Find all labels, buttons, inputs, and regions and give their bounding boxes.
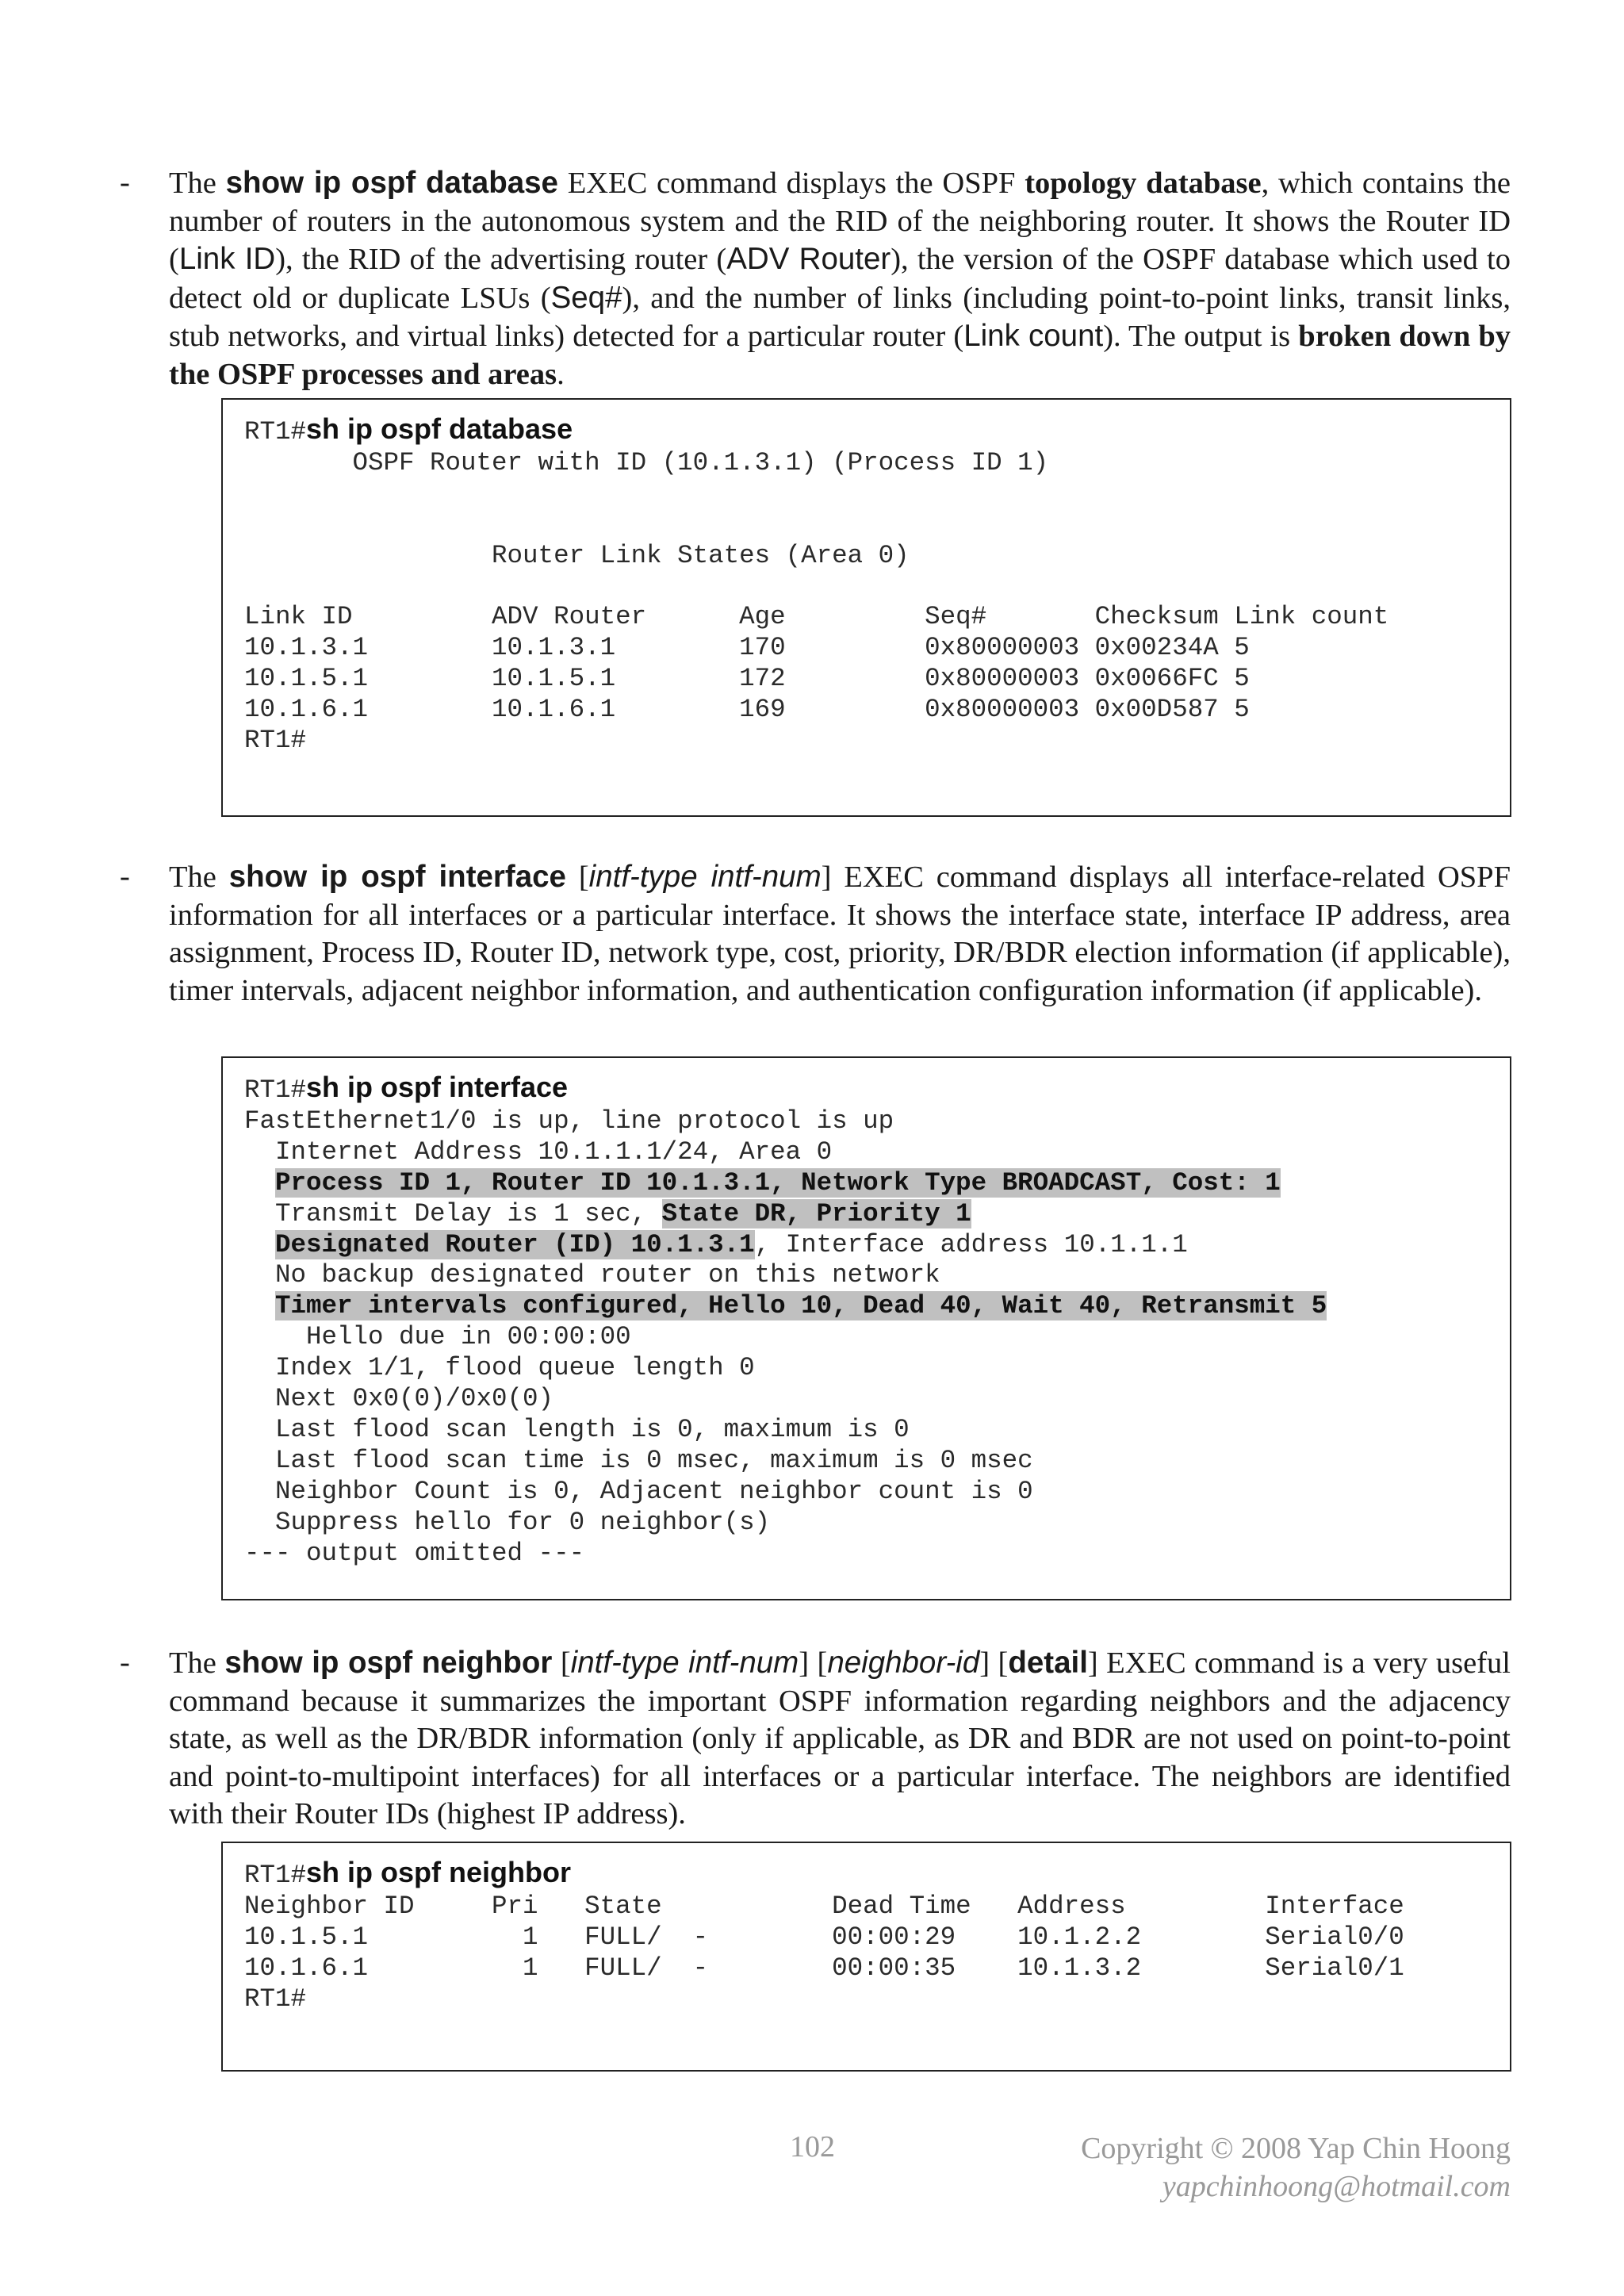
- paragraph-show-ip-ospf-database: - The show ip ospf database EXEC command displays the OSPF topology database, which contains the number of routers in the autonomous system and the RID of the neighboring router. It shows the Router ID (Link ID), the RID of the advertising router (ADV Router), the version of the OSPF database which used to detect old or duplicate LSUs (Seq#), and the number of links (including point-to-point links, transit links, stub networks, and virtual links) detected for a particular router (Link count). The output is broken down by the OSPF processes and areas.: [120, 166, 1511, 391]
- command-name: show ip ospf interface: [228, 860, 566, 894]
- copyright-text: Copyright © 2008 Yap Chin Hoong: [1081, 2132, 1511, 2165]
- bullet-dash: -: [120, 1646, 130, 1679]
- code-output: RT1#sh ip ospf database OSPF Router with ID (10.1.3.1) (Process ID 1) Router Link States (Area 0) Link ID ADV Router Age Seq# Checksum Link count 10.1.3.1 10.1.3.1 170 0x80000003 0x00234A 5 10.1.5.1 10.1.5.1 172 0x80000003 0x0066FC 5 10.1.6.1 10.1.6.1 169 0x80000003 0x00D587 5 RT1#: [244, 412, 1389, 756]
- highlighted-text: Designated Router (ID) 10.1.3.1: [275, 1229, 755, 1259]
- page-number: 102: [790, 2130, 835, 2164]
- bullet-dash: -: [120, 860, 130, 893]
- command-name: show ip ospf database: [225, 166, 558, 200]
- command-name: show ip ospf neighbor: [224, 1646, 553, 1680]
- cli-prompt: RT1#: [244, 1075, 307, 1105]
- highlighted-line: Process ID 1, Router ID 10.1.3.1, Network Type BROADCAST, Cost: 1: [275, 1167, 1281, 1198]
- cli-command: sh ip ospf database: [306, 412, 573, 445]
- cli-prompt: RT1#: [244, 1861, 307, 1890]
- author-email: yapchinhoong@hotmail.com: [1162, 2170, 1511, 2203]
- code-box-ospf-interface: [221, 1056, 1511, 1600]
- footer-copyright: [1081, 2129, 1511, 2206]
- code-box-ospf-database: [221, 398, 1511, 817]
- cli-prompt: RT1#: [244, 417, 307, 447]
- code-output: RT1#sh ip ospf interface FastEthernet1/0 is up, line protocol is up Internet Address 10.1.1.1/24, Area 0 Process ID 1, Router ID 10.1.3.1, Network Type BROADCAST, Cost: 1 Transmit Delay is 1 sec, State DR, Priority 1 Designated Router (ID) 10.1.3.1, Interface address 10.1.1.1 No backup designated router on this network Timer intervals configured, Hello 10, Dead 40, Wait 40, Retransmit 5 Hello due in 00:00:00 Index 1/1, flood queue length 0 Next 0x0(0)/0x0(0) Last flood scan length is 0, maximum is 0 Last flood scan time is 0 msec, maximum is 0 msec Neighbor Count is 0, Adjacent neighbor count is 0 Suppress hello for 0 neighbor(s) --- output omitted ---: [244, 1071, 1327, 1568]
- paragraph-show-ip-ospf-neighbor: - The show ip ospf neighbor [intf-type intf-num] [neighbor-id] [detail] EXEC command is a very useful command because it summarizes the important OSPF information regarding neighbors and the adjacency state, as well as the DR/BDR information (only if applicable, as DR and BDR are not used on point-to-point and point-to-multipoint interfaces) for all interfaces or a particular interface. The neighbors are identified with their Router IDs (highest IP address).: [120, 1646, 1511, 1830]
- highlighted-line: Timer intervals configured, Hello 10, Dead 40, Wait 40, Retransmit 5: [275, 1291, 1327, 1321]
- paragraph-show-ip-ospf-interface: - The show ip ospf interface [intf-type intf-num] EXEC command displays all interface-related OSPF information for all interfaces or a particular interface. It shows the interface state, interface IP address, area assignment, Process ID, Router ID, network type, cost, priority, DR/BDR election information (if applicable), timer intervals, adjacent neighbor information, and authentication configuration information (if applicable).: [120, 860, 1511, 1007]
- cli-command: sh ip ospf neighbor: [306, 1856, 571, 1888]
- code-box-ospf-neighbor: [221, 1842, 1511, 2072]
- code-output: RT1#sh ip ospf neighbor Neighbor ID Pri State Dead Time Address Interface 10.1.5.1 1 FULL/ - 00:00:29 10.1.2.2 Serial0/0 10.1.6.1 1 FULL/ - 00:00:35 10.1.3.2 Serial0/1 RT1#: [244, 1856, 1404, 2014]
- highlighted-text: State DR, Priority 1: [661, 1198, 971, 1228]
- cli-command: sh ip ospf interface: [306, 1071, 569, 1103]
- bullet-dash: -: [120, 166, 130, 199]
